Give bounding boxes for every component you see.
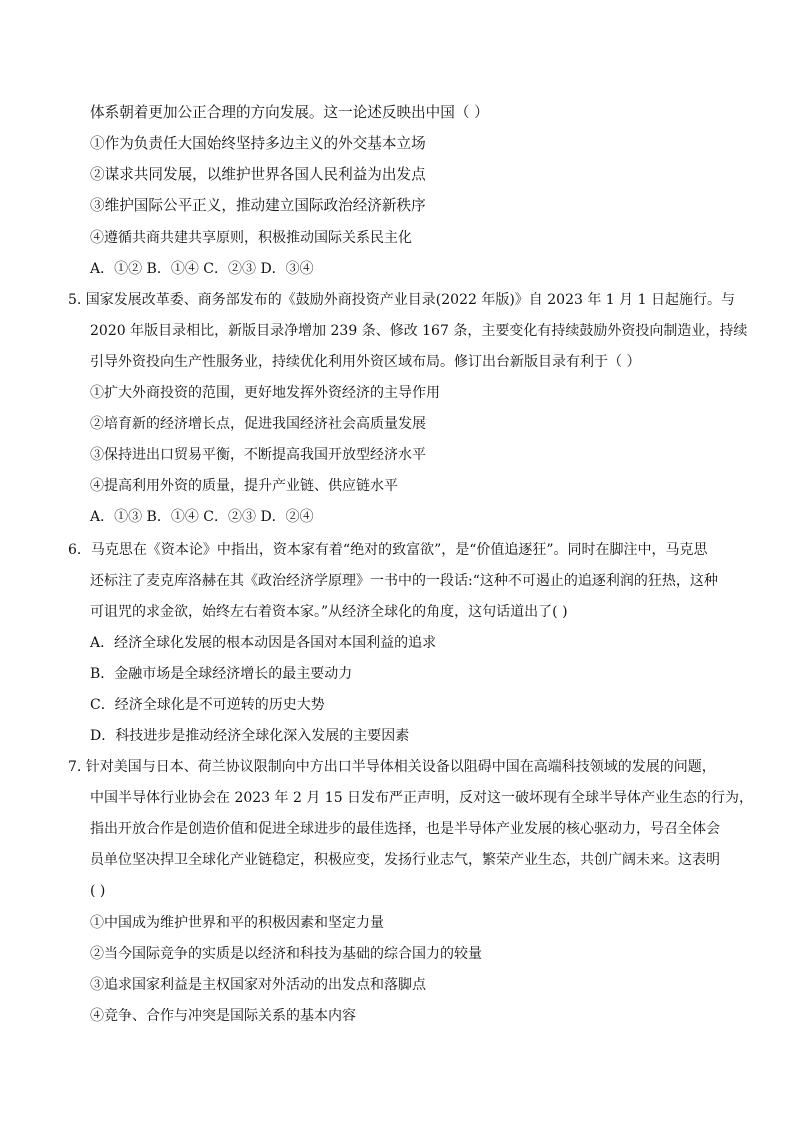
q4-stem: 体系朝着更加公正合理的方向发展。这一论述反映出中国（ ）	[90, 104, 489, 121]
q7-stem-line-4: 员单位坚决捍卫全球化产业链稳定，积极应变，发扬行业志气，繁荣产业生态，共创广阔未来。这表明	[90, 852, 720, 868]
q4-option-1: ①作为负责任大国始终坚持多边主义的外交基本立场	[90, 135, 426, 152]
q5-option-3: ③保持进出口贸易平衡，不断提高我国开放型经济水平	[90, 447, 426, 463]
q5-option-1: ①扩大外商投资的范围，更好地发挥外资经济的主导作用	[90, 385, 440, 401]
q5-stem-line-1: 5. 国家发展改革委、商务部发布的《鼓励外商投资产业目录(2022 年版)》自 2023 年 1 月 1 日起施行。与	[68, 292, 735, 308]
q6-option-d: D．科技进步是推动经济全球化深入发展的主要因素	[90, 728, 410, 744]
q4-option-4: ④遵循共商共建共享原则，积极推动国际关系民主化	[90, 230, 412, 246]
q4-choices: A．①② B．①④ C．②③ D．③④	[90, 261, 314, 277]
q6-option-b: B．金融市场是全球经济增长的最主要动力	[90, 666, 353, 682]
q5-option-4: ④提高利用外资的质量，提升产业链、供应链水平	[90, 478, 398, 494]
q7-option-3: ③追求国家利益是主权国家对外活动的出发点和落脚点	[90, 977, 426, 993]
q4-option-2: ②谋求共同发展，以维护世界各国人民利益为出发点	[90, 166, 426, 183]
q5-option-2: ②培育新的经济增长点，促进我国经济社会高质量发展	[90, 416, 426, 432]
q4-option-3: ③维护国际公平正义，推动建立国际政治经济新秩序	[90, 197, 426, 214]
q7-stem-line-2: 中国半导体行业协会在 2023 年 2 月 15 日发布严正声明，反对这一破坏现有全球半导体产业生态的行为，	[90, 790, 754, 806]
q7-option-2: ②当今国际竞争的实质是以经济和科技为基础的综合国力的较量	[90, 946, 482, 962]
q7-stem-line-3: 指出开放合作是创造价值和促进全球进步的最佳选择，也是半导体产业发展的核心驱动力，号召全体会	[90, 821, 720, 837]
q6-option-a: A．经济全球化发展的根本动因是各国对本国利益的追求	[90, 635, 437, 651]
q6-stem-line-3: 可诅咒的求金欲，始终左右着资本家。”从经济全球化的角度，这句话道出了( )	[90, 604, 568, 620]
q6-stem-line-2: 还标注了麦克库洛赫在其《政治经济学原理》一书中的一段话:“这种不可遏止的追逐利润的狂热，这种	[90, 573, 718, 589]
q5-stem-line-2: 2020 年版目录相比，新版目录净增加 239 条、修改 167 条，主要变化有持续鼓励外资投向制造业，持续	[90, 323, 748, 339]
q7-stem-line-5: ( )	[90, 883, 106, 899]
q7-option-4: ④竞争、合作与冲突是国际关系的基本内容	[90, 1008, 356, 1024]
q7-option-1: ①中国成为维护世界和平的积极因素和坚定力量	[90, 915, 384, 931]
q7-stem-line-1: 7. 针对美国与日本、荷兰协议限制向中方出口半导体相关设备以阻碍中国在高端科技领域的发展的问题，	[68, 759, 716, 775]
q5-choices: A．①③ B．①④ C．②③ D．②④	[90, 509, 314, 525]
q5-stem-line-3: 引导外资投向生产性服务业，持续优化利用外资区域布局。修订出台新版目录有利于（ ）	[90, 354, 641, 370]
q6-option-c: C．经济全球化是不可逆转的历史大势	[90, 697, 325, 713]
q6-stem-line-1: 6．马克思在《资本论》中指出，资本家有着“绝对的致富欲”，是“价值追逐狂”。同时在脚注中，马克思	[68, 542, 708, 558]
